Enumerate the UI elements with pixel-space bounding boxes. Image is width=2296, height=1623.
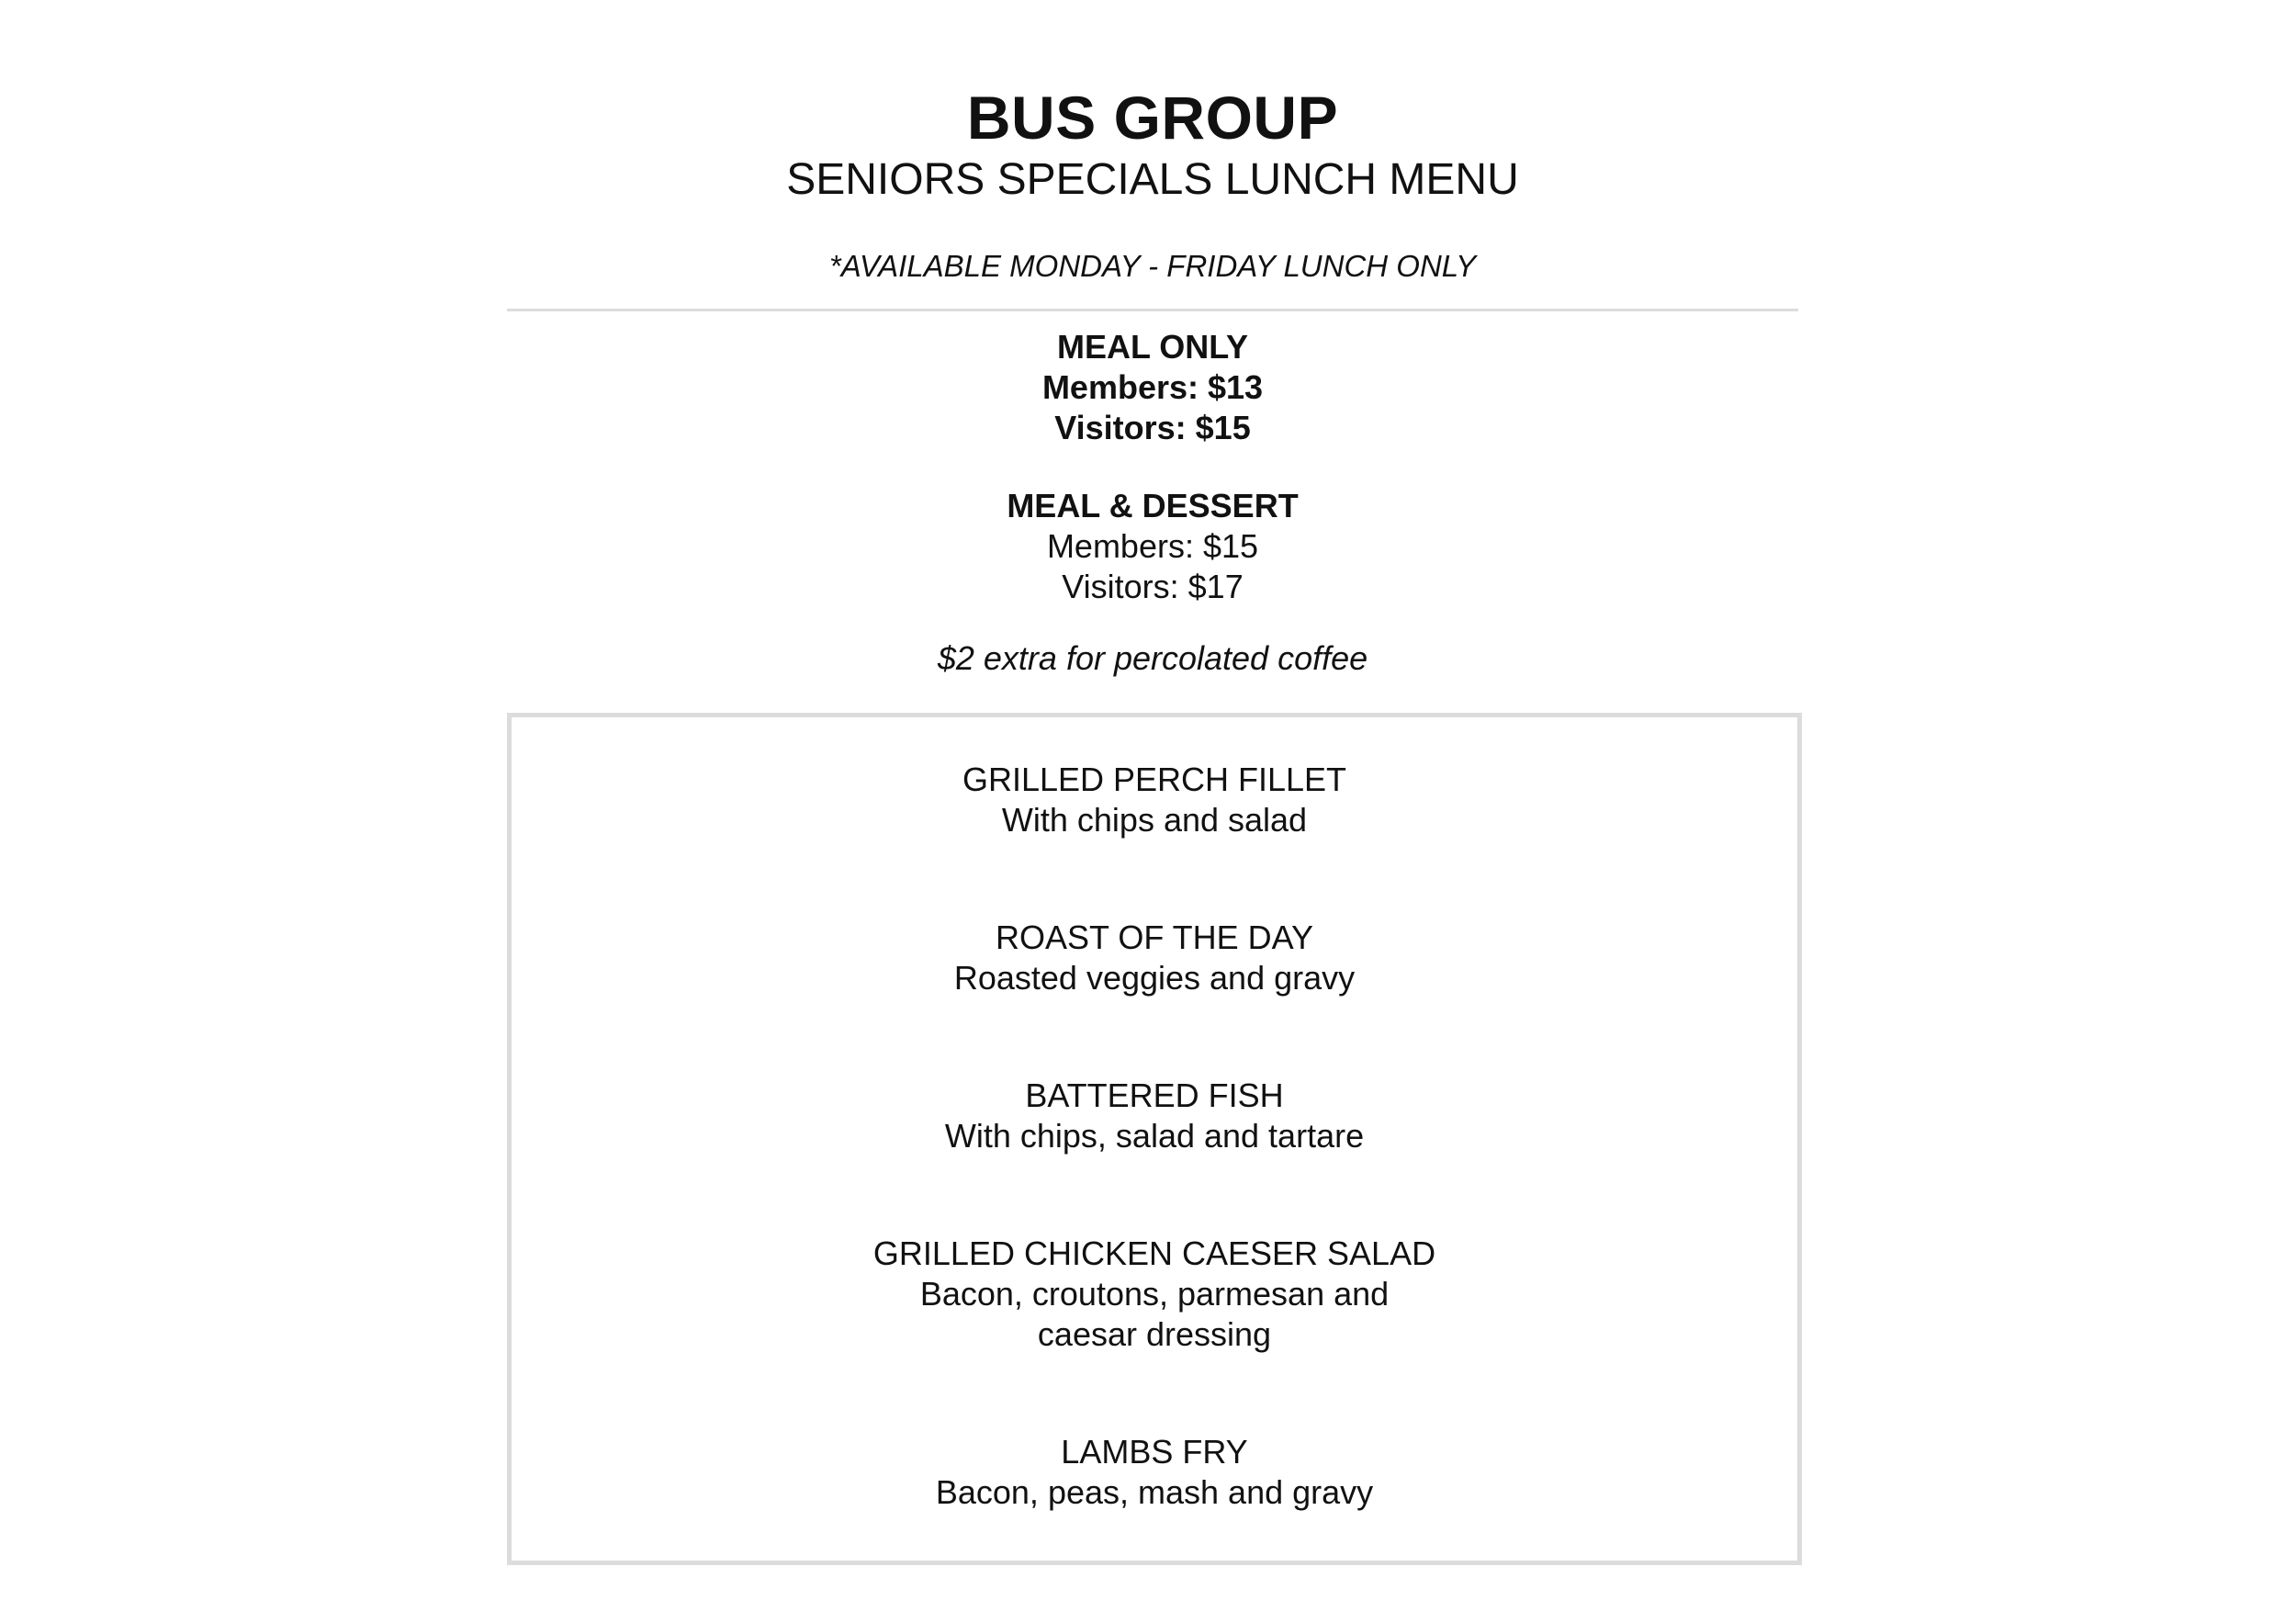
menu-item-description: Bacon, peas, mash and gravy — [935, 1473, 1374, 1511]
pricing-meal-dessert-visitors: Visitors: $17 — [1062, 568, 1244, 605]
pricing-meal-only-visitors: Visitors: $15 — [1054, 409, 1251, 446]
menu-item-description: With chips and salad — [1001, 801, 1308, 839]
menu-item-name: GRILLED CHICKEN CAESER SALAD — [872, 1234, 1436, 1272]
pricing-meal-dessert — [507, 486, 1798, 607]
menu-item-name: BATTERED FISH — [1025, 1076, 1284, 1114]
pricing-meal-only-members: Members: $13 — [1041, 368, 1264, 406]
coffee-note: $2 extra for percolated coffee — [937, 639, 1368, 677]
availability-note: *AVAILABLE MONDAY - FRIDAY LUNCH ONLY — [828, 249, 1477, 283]
menu-item-description-continued: caesar dressing — [1037, 1315, 1272, 1353]
menu-item — [512, 1234, 1797, 1355]
menu-item-name: GRILLED PERCH FILLET — [962, 761, 1347, 798]
menu-item-description: Roasted veggies and gravy — [953, 959, 1356, 997]
pricing-meal-only-title: MEAL ONLY — [1056, 328, 1249, 366]
header-divider — [507, 309, 1798, 311]
menu-items-box — [507, 713, 1802, 1565]
menu-item — [512, 760, 1797, 840]
pricing-meal-dessert-members: Members: $15 — [1046, 527, 1259, 565]
menu-item — [512, 918, 1797, 998]
page-subtitle: SENIORS SPECIALS LUNCH MENU — [786, 155, 1519, 204]
menu-item — [512, 1432, 1797, 1513]
menu-item-name: ROAST OF THE DAY — [995, 919, 1314, 956]
pricing-meal-only — [507, 327, 1798, 448]
pricing-meal-dessert-title: MEAL & DESSERT — [1007, 487, 1299, 524]
menu-item-description: With chips, salad and tartare — [944, 1117, 1365, 1155]
page-title: BUS GROUP — [966, 84, 1339, 152]
menu-item-description: Bacon, croutons, parmesan and — [919, 1275, 1390, 1313]
menu-item-name: LAMBS FRY — [1061, 1433, 1248, 1471]
menu-item — [512, 1076, 1797, 1156]
